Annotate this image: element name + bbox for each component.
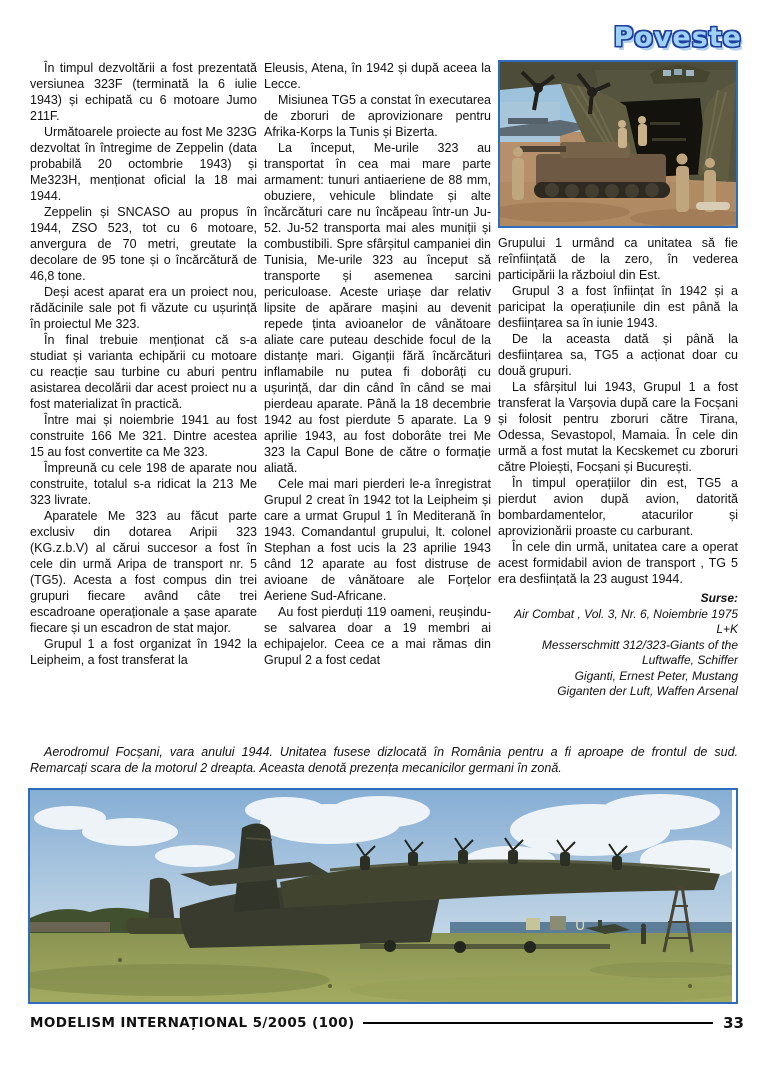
body-paragraph: Deși acest aparat era un proiect nou, rădăcinile sale pot fi văzute cu ușurință în proiectul Me 323. <box>30 285 257 331</box>
column-right <box>498 60 738 700</box>
body-paragraph: În final trebuie menționat că s-a studiat și varianta echipării cu motoare cu reacție sau turbine cu aburi pentru asistarea decolării dar acest proiect nu a fost materializat în practică. <box>30 333 257 411</box>
body-paragraph: Grupului 1 urmând ca unitatea să fie reînființată de la zero, în vederea participării la războiul din Est. <box>498 236 738 282</box>
body-paragraph: Cele mai mari pierderi le-a înregistrat Grupul 2 creat în 1942 tot la Leipheim și care a urmat Grupul 1 în Mediterană în 1943. Comandantul grupului, lt. colonel Stephan a fost ucis la 23 aprilie 1943 când 12 aparate au fost distruse de avioane de vânătoare ale Forțelor Aeriene Sud-Africane. <box>264 477 491 603</box>
body-paragraph: De la aceasta dată și până la desființarea sa, TG5 a acționat doar cu două grupuri. <box>498 332 738 378</box>
source-item: Messerschmitt 312/323-Giants of the Luftwaffe, Schiffer <box>541 637 738 667</box>
top-photo-frame <box>498 60 738 228</box>
body-paragraph: În timpul operațiilor din est, TG5 a pierdut avion după avion, datorită bombardamentelor, atacurilor și aprovizionării proaste cu carburant. <box>498 476 738 538</box>
body-paragraph: Între mai și noiembrie 1941 au fost construite 166 Me 321. Dintre acestea 15 au fost convertite ca Me 323. <box>30 413 257 459</box>
body-paragraph: La început, Me-urile 323 au transportat în cea mai mare parte armament: tunuri antiaeriene de 88 mm, obuziere, vehicule blindate și alte încărcături care nu încăpeau într-un Ju-52. Ju-52 transporta mai ales muniții și combustibili. Spre sfârșitul campaniei din Tunisia, Me-urile 323 au început să transporte și asemenea sarcini periculoase. Aceste uriașe dar relativ lipsite de apărare mașini au devenit repede ținta avioanelor de vânătoare aliate care puteau deschide focul de la distanțe mari. Giganții fără încărcături inflamabile nu putea fi doborâți cu ușurință, dar din când în când se mai pierdeau aparate. Până la 18 decembrie 1942 au fost pierdute 5 aparate. La 9 aprilie 1943, au fost doborâte trei Me 323 la Capul Bone de către o formație aliată. <box>264 141 491 475</box>
body-paragraph: Grupul 3 a fost înființat în 1942 și a paricipat la operațiunile din est până la desființarea sa în iunie 1943. <box>498 284 738 330</box>
source-item: L+K <box>716 622 738 636</box>
column-left <box>30 60 257 700</box>
sources-list <box>498 591 738 700</box>
body-paragraph: Următoarele proiecte au fost Me 323G dezvoltat în întregime de Zeppelin (data probabilă 20 octombrie 1943) și Me323H, menționat oficial la 18 mai 1944. <box>30 125 257 203</box>
page-title: Poveste <box>613 22 742 53</box>
photo-caption: Aerodromul Focșani, vara anului 1944. Unitatea fusese dizlocată în România pentru a fi aproape de frontul de sud. Remarcați scara de la motorul 2 dreapta. Aceasta denotă prezența mecanicilor germani în zonă. <box>30 745 738 775</box>
column-middle <box>264 60 491 700</box>
journal-title: MODELISM INTERNAȚIONAL 5/2005 (100) <box>30 1015 355 1031</box>
footer-rule <box>363 1022 714 1025</box>
source-item: Giganti, Ernest Peter, Mustang <box>574 668 738 683</box>
bottom-photo-frame <box>28 788 738 1004</box>
body-paragraph: În cele din urmă, unitatea care a operat acest formidabil avion de transport , TG 5 era desființată la 23 august 1944. <box>498 540 738 586</box>
page-number: 33 <box>723 1014 744 1032</box>
source-item: Air Combat , Vol. 3, Nr. 6, Noiembrie 1975 <box>514 606 738 621</box>
sources-label: Surse: <box>700 591 738 605</box>
me323-focsani-airfield-photo <box>30 790 732 1002</box>
body-paragraph: Misiunea TG5 a constat în executarea de zboruri de aprovizionare pentru Afrika-Korps la Tunis și Bizerta. <box>264 93 491 139</box>
body-paragraph: Împreună cu cele 198 de aparate nou construite, totalul s-a ridicat la 213 Me 323 livrate. <box>30 461 257 507</box>
page-footer <box>30 1014 744 1032</box>
source-item: Giganten der Luft, Waffen Arsenal <box>557 684 738 698</box>
svg-text:U: U <box>575 918 586 934</box>
article-columns <box>30 60 738 700</box>
body-paragraph: Au fost pierduți 119 oameni, reușindu-se salvarea doar a 19 membri ai echipajelor. Ceea ce a mai rămas din Grupul 2 a fost cedat <box>264 605 491 667</box>
me323-loading-tank-photo <box>500 62 736 226</box>
body-paragraph: La sfârșitul lui 1943, Grupul 1 a fost transferat la Varșovia după care la Focșani și folosit pentru zboruri către Tirana, Odessa, Sevastopol, Mamaia. În cele din urmă a fost mutat la Kecskemet cu zboruri către Ploiești, Focșani și București. <box>498 380 738 474</box>
body-paragraph: Aparatele Me 323 au făcut parte exclusiv din dotarea Aripii 323 (KG.z.b.V) al cărui succesor a fost în cele din urmă Aripa de transport nr. 5 (TG5). Acesta a fost compus din trei grupuri fiecare având câte trei escadroane operaționale a șase aparate fiecare și un escadron de stat major. <box>30 509 257 635</box>
body-paragraph: În timpul dezvoltării a fost prezentată versiunea 323F (terminată la 6 iulie 1943) și echipată cu 6 motoare Jumo 211F. <box>30 61 257 123</box>
body-paragraph: Zeppelin și SNCASO au propus în 1944, ZSO 523, tot cu 6 motoare, anvergura de 70 metri, greutate la decolare de 95 tone și o încărcătură de 46,8 tone. <box>30 205 257 283</box>
body-paragraph: Eleusis, Atena, în 1942 și după aceea la Lecce. <box>264 61 491 91</box>
body-paragraph: Grupul 1 a fost organizat în 1942 la Leipheim, a fost transferat la <box>30 637 257 667</box>
